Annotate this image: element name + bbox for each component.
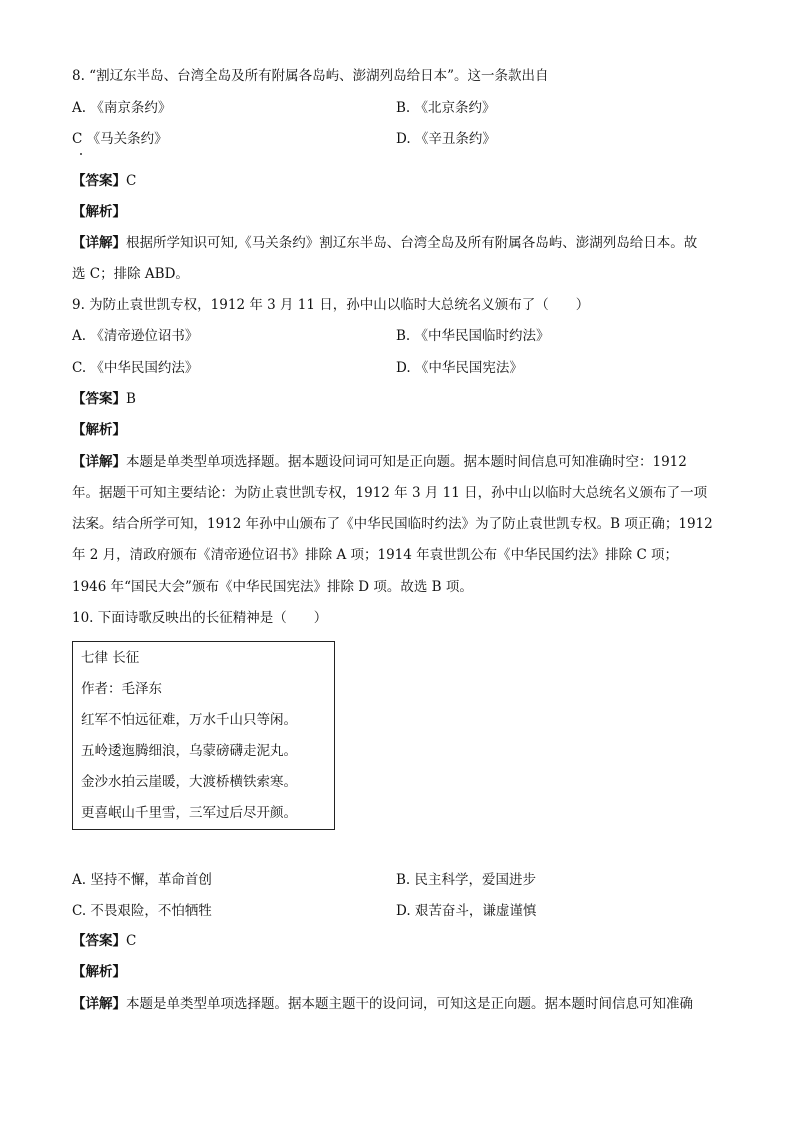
q10-detail-label: 【详解】	[72, 996, 126, 1012]
q8-option-c: C 《马关条约》	[72, 131, 168, 147]
q8-option-d: D. 《辛丑条约》	[396, 131, 496, 147]
q9-option-a: A. 《清帝逊位诏书》	[72, 328, 199, 344]
q8-option-a: A. 《南京条约》	[72, 100, 172, 116]
q9-detail-line-4: 年 2 月，清政府颁布《清帝逊位诏书》排除 A 项；1914 年袁世凯公布《中华民国约法》排除 C 项；	[72, 547, 679, 563]
q9-option-c: C. 《中华民国约法》	[72, 360, 199, 376]
q10-stem: 10. 下面诗歌反映出的长征精神是（ ）	[72, 610, 328, 626]
poem-line-4: 更喜岷山千里雪，三军过后尽开颜。	[81, 805, 297, 821]
q9-detail-text-1: 本题是单类型单项选择题。据本题设问词可知是正向题。据本题时间信息可知准确时空：1912	[126, 454, 687, 470]
q9-answer	[72, 389, 136, 409]
q8-detail-line-1	[72, 233, 697, 253]
q10-option-d: D. 艰苦奋斗，谦虚谨慎	[396, 903, 537, 919]
q8-stem: 8. “割辽东半岛、台湾全岛及所有附属各岛屿、澎湖列岛给日本”。这一条款出自	[72, 68, 549, 84]
q9-option-d: D. 《中华民国宪法》	[396, 360, 523, 376]
q9-detail-line-5: 1946 年“国民大会”颁布《中华民国宪法》排除 D 项。故选 B 项。	[72, 579, 473, 595]
stray-dot	[80, 153, 82, 155]
q8-analysis-label: 【解析】	[72, 204, 126, 220]
q10-answer	[72, 931, 136, 951]
q9-detail-label: 【详解】	[72, 454, 126, 470]
poem-line-1: 红军不怕远征难，万水千山只等闲。	[81, 712, 297, 728]
q10-detail-line-1	[72, 994, 693, 1014]
poem-author: 作者：毛泽东	[81, 681, 162, 697]
q8-detail-text-1: 根据所学知识可知,《马关条约》割辽东半岛、台湾全岛及所有附属各岛屿、澎湖列岛给日本。故	[126, 235, 698, 251]
q9-analysis-label: 【解析】	[72, 422, 126, 438]
q9-answer-value: B	[126, 391, 136, 407]
q8-answer	[72, 171, 136, 191]
q9-option-b: B. 《中华民国临时约法》	[396, 328, 550, 344]
q10-option-b: B. 民主科学，爱国进步	[396, 872, 537, 888]
q9-detail-line-1	[72, 452, 687, 472]
q8-option-b: B. 《北京条约》	[396, 100, 496, 116]
q10-analysis-label: 【解析】	[72, 964, 126, 980]
q10-answer-label: 【答案】	[72, 933, 126, 949]
q9-answer-label: 【答案】	[72, 391, 126, 407]
q9-detail-line-3: 法案。结合所学可知，1912 年孙中山颁布了《中华民国临时约法》为了防止袁世凯专权。B 项正确；1912	[72, 516, 713, 532]
poem-title: 七律 长征	[81, 650, 140, 666]
q8-answer-label: 【答案】	[72, 173, 126, 189]
poem-line-3: 金沙水拍云崖暖，大渡桥横铁索寒。	[81, 774, 297, 790]
q10-answer-value: C	[126, 933, 137, 949]
poem-line-2: 五岭逶迤腾细浪，乌蒙磅礴走泥丸。	[81, 743, 297, 759]
q8-detail-line-2: 选 C；排除 ABD。	[72, 266, 189, 282]
q10-option-c: C. 不畏艰险，不怕牺牲	[72, 903, 212, 919]
q9-detail-line-2: 年。据题干可知主要结论：为防止袁世凯专权，1912 年 3 月 11 日，孙中山以临时大总统名义颁布了一项	[72, 485, 708, 501]
q8-detail-label: 【详解】	[72, 235, 126, 251]
q10-detail-text-1: 本题是单类型单项选择题。据本题主题干的设问词，可知这是正向题。据本题时间信息可知准确	[126, 996, 693, 1012]
q10-option-a: A. 坚持不懈，革命首创	[72, 872, 212, 888]
q8-answer-value: C	[126, 173, 137, 189]
poem-box	[72, 641, 335, 830]
q9-stem: 9. 为防止袁世凯专权，1912 年 3 月 11 日，孙中山以临时大总统名义颁布了（ ）	[72, 297, 590, 313]
